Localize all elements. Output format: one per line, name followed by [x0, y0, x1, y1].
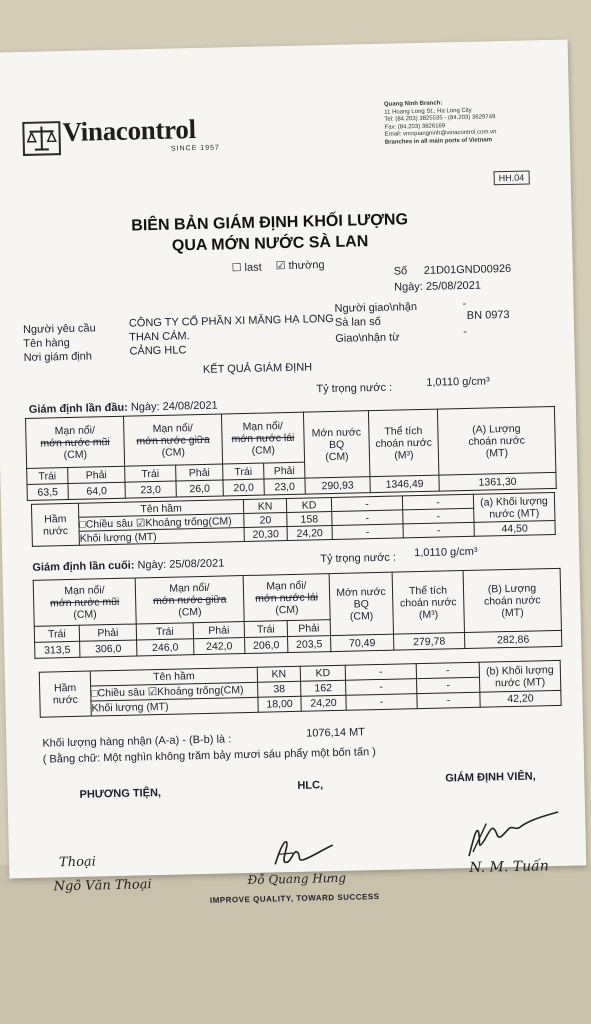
header-displacement	[437, 406, 555, 475]
value-cell: 18,00	[258, 696, 301, 712]
ballast-total: 42,20	[480, 690, 561, 707]
ballast-label	[31, 503, 79, 546]
first-inspection-text: Giám định lần đầu:	[28, 401, 128, 416]
empty-cell: -	[345, 664, 416, 681]
vessel-signature-mark: Thoại	[58, 854, 97, 871]
col-right: Phải	[79, 624, 136, 641]
col-left: Trái	[34, 625, 79, 642]
header-text: (b) Khối lượng	[485, 663, 554, 678]
col-right: Phải	[176, 464, 223, 481]
header-text: (A) Lượng	[472, 422, 521, 436]
branch-info	[384, 98, 535, 146]
last-draft-table	[33, 568, 563, 659]
header-text: (CM)	[73, 607, 97, 621]
value-cell: 162	[301, 680, 346, 696]
header-text: mớn nước mũi	[40, 435, 110, 450]
header-mean-draft	[303, 411, 369, 478]
col-left: Trái	[223, 463, 264, 480]
tank-row-depth: □Chiều sâu ☑Khoảng trống(CM)	[91, 682, 258, 701]
value-cell: 279,78	[394, 633, 465, 651]
requester-value: CÔNG TY CỔ PHẦN XI MĂNG HẠ LONG	[128, 312, 334, 330]
header-text: BQ	[328, 438, 345, 451]
value-cell: 246,0	[137, 639, 194, 656]
place-label: Nơi giám định	[23, 350, 93, 364]
option-last-label: last	[244, 261, 262, 274]
value-cell: 23,0	[125, 481, 176, 498]
header-volume	[392, 571, 464, 635]
header-front-draft	[33, 578, 136, 626]
document-subtitle: QUA MỚN NƯỚC SÀ LAN	[171, 233, 369, 255]
tank-row-weight: Khối lượng (MT)	[91, 697, 258, 716]
value-cell: 20,0	[223, 479, 264, 496]
first-density-label: Tỷ trọng nước :	[316, 381, 393, 396]
branch-line: Fax: (84.203) 3826169	[384, 122, 446, 131]
col-right: Phải	[193, 622, 244, 639]
first-density-value: 1,0110 g/cm³	[426, 375, 490, 389]
header-text: (CM)	[178, 605, 202, 619]
branch-line: Quang Ninh Branch:	[383, 100, 443, 108]
value-cell: 38	[258, 681, 301, 697]
last-ballast-table	[39, 660, 562, 718]
goods-value: THAN CÁM.	[129, 330, 190, 344]
header-text: Mạn nổi/	[152, 421, 194, 435]
value-cell: 1346,49	[370, 475, 439, 493]
goods-label: Tên hàng	[23, 336, 70, 350]
value-cell: 24,20	[301, 695, 346, 711]
document-title: BIÊN BẢN GIÁM ĐỊNH KHỐI LƯỢNG	[131, 211, 409, 235]
barge-value: BN 0973	[466, 308, 510, 322]
value-cell: 63,5	[27, 484, 68, 501]
place-value: CẢNG HLC	[129, 344, 187, 358]
empty-cell: -	[346, 694, 417, 711]
empty-cell: -	[402, 494, 473, 510]
empty-cell: -	[417, 677, 480, 693]
header-text: nước (MT)	[494, 675, 546, 689]
header-mean-draft	[329, 572, 393, 635]
hlc-signature-name: Đỗ Quang Hưng	[247, 870, 347, 888]
header-text: (M³)	[418, 608, 439, 621]
value-cell: 313,5	[35, 641, 80, 658]
net-weight-label: Khối lượng hàng nhận (A-a) - (B-b) là :	[42, 733, 232, 750]
header-volume	[368, 409, 438, 477]
header-text: mớn nước lái	[231, 431, 295, 445]
header-text: (MT)	[485, 446, 509, 460]
option-thuong-label: thường	[288, 259, 325, 272]
header-text: choán nước	[483, 593, 541, 608]
value-cell: 203,5	[288, 636, 331, 653]
ballast-text: nước	[42, 524, 69, 538]
first-ballast-table	[31, 492, 556, 547]
header-text: Mớn nước	[311, 425, 362, 439]
value-cell: 282,86	[464, 630, 561, 648]
kn-header: KN	[243, 499, 286, 514]
inspector-signature-name: N. M. Tuấn	[469, 858, 549, 877]
header-text: (CM)	[349, 609, 374, 623]
option-thuong	[275, 258, 324, 272]
empty-cell: -	[403, 522, 474, 538]
tank-name-header: Tên hầm	[78, 500, 243, 518]
signer-inspector: GIÁM ĐỊNH VIÊN,	[445, 770, 536, 785]
first-draft-table	[25, 406, 557, 501]
report-number-label: Số	[393, 265, 408, 278]
header-text: Mớn nước	[336, 585, 386, 599]
header-text: (CM)	[63, 448, 88, 461]
signer-hlc: HLC,	[297, 779, 324, 792]
signer-vessel: PHƯƠNG TIỆN,	[79, 786, 162, 801]
col-right: Phải	[287, 620, 330, 637]
kd-header: KD	[300, 665, 345, 681]
header-displacement	[463, 568, 561, 632]
empty-cell: -	[331, 496, 402, 512]
vessel-signature-name: Ngô Văn Thoại	[53, 877, 152, 895]
header-text: mớn nước giữa	[136, 433, 210, 447]
result-title: KẾT QUẢ GIÁM ĐỊNH	[202, 361, 313, 376]
header-text: mớn nước mũi	[49, 595, 120, 609]
checkbox-checked-icon: ☑	[275, 260, 286, 273]
form-code: HH.04	[494, 170, 530, 185]
col-right: Phải	[264, 462, 305, 479]
from-value: -	[463, 325, 467, 339]
ballast-weight-header	[473, 492, 555, 522]
header-text: Mạn nổi/	[169, 581, 210, 595]
branch-line: Email: vncquangninh@vinacontrol.com.vn	[384, 129, 497, 138]
value-cell: 24,20	[287, 526, 332, 541]
empty-cell: -	[417, 692, 480, 708]
brand-name: Vinacontrol	[62, 114, 197, 148]
value-cell: 23,0	[264, 478, 305, 495]
header-text: (a) Khối lượng	[480, 494, 548, 509]
ballast-total: 44,50	[474, 520, 555, 536]
header-text: (CM)	[275, 603, 299, 616]
ballast-text: Hầm	[53, 681, 77, 695]
header-text: (M³)	[394, 448, 414, 462]
header-text: Mạn nổi/	[242, 419, 284, 433]
empty-cell: -	[346, 679, 417, 696]
branch-line: Tel: (84.203) 3825535 - (84.203) 3629749	[384, 114, 496, 123]
value-cell: 1361,30	[439, 472, 556, 491]
tank-row-weight: Khối lượng (MT)	[79, 528, 244, 546]
header-mid-draft	[135, 576, 244, 624]
header-text: (CM)	[161, 445, 186, 459]
from-label: Giao\nhận từ	[335, 331, 400, 345]
header-aft-draft	[243, 574, 330, 622]
col-left: Trái	[244, 621, 287, 638]
scales-logo-icon	[22, 121, 61, 156]
tank-name-header: Tên hầm	[90, 667, 257, 686]
ballast-weight-header	[479, 660, 561, 692]
requester-label: Người yêu cầu	[22, 322, 96, 336]
report-number: 21D01GND00926	[423, 262, 512, 277]
header-text: (B) Lượng	[487, 581, 537, 596]
value-cell: 290,93	[305, 477, 370, 494]
report-date: Ngày: 25/08/2021	[394, 279, 482, 294]
value-cell: 20	[244, 513, 287, 528]
last-density-label: Tỷ trọng nước :	[320, 551, 397, 566]
ballast-label	[39, 671, 91, 717]
slogan: IMPROVE QUALITY, TOWARD SUCCESS	[209, 892, 380, 905]
value-cell: 70,49	[331, 634, 394, 651]
brand-since: SINCE 1957	[170, 144, 220, 153]
header-text: (CM)	[325, 450, 349, 463]
header-text: (MT)	[501, 606, 524, 619]
kn-header: KN	[257, 666, 300, 682]
header-mid-draft	[123, 414, 222, 466]
header-text: choán nước	[375, 436, 433, 450]
value-cell: 20,30	[244, 527, 287, 542]
branch-line: 11 Hoang Long St., Ha Long City	[384, 107, 472, 116]
header-text: mớn nước lái	[255, 590, 319, 605]
col-left: Trái	[136, 623, 193, 640]
value-cell: 206,0	[245, 637, 288, 654]
col-left: Trái	[125, 465, 176, 482]
tank-row-depth: □Chiều sâu ☑Khoảng trống(CM)	[79, 514, 244, 532]
col-left: Trái	[27, 468, 68, 485]
value-cell: 306,0	[80, 640, 137, 657]
col-right: Phải	[68, 466, 125, 483]
branch-line: Branches in all main ports of Vietnam	[384, 136, 493, 146]
net-weight-value: 1076,14 MT	[306, 726, 366, 740]
net-weight-words: ( Bằng chữ: Một nghìn không trăm bảy mươi sáu phẩy một bốn tấn )	[42, 746, 376, 766]
header-aft-draft	[221, 412, 304, 464]
empty-cell: -	[332, 510, 403, 526]
last-inspection-label	[32, 557, 224, 573]
deliver-value: -	[462, 297, 467, 311]
header-text: (CM)	[251, 443, 276, 457]
first-inspection-date: Ngày: 24/08/2021	[130, 399, 218, 414]
header-text: Thể tích	[408, 583, 448, 597]
value-cell: 158	[287, 512, 332, 527]
header-text: choán nước	[399, 595, 457, 610]
empty-cell: -	[403, 508, 474, 524]
barge-label: Sà lan số	[334, 315, 381, 329]
header-text: Mạn nổi/	[64, 583, 105, 597]
ballast-text: Hầm	[44, 512, 67, 526]
header-front-draft	[26, 416, 125, 468]
header-text: BQ	[353, 597, 370, 611]
header-text: Thể tích	[384, 424, 423, 438]
header-text: choán nước	[468, 434, 526, 448]
deliver-label: Người giao\nhận	[334, 301, 418, 315]
value-cell: 242,0	[194, 638, 245, 655]
checkbox-empty-icon: ☐	[231, 262, 242, 275]
ballast-text: nước	[52, 693, 79, 707]
empty-cell: -	[332, 524, 403, 540]
header-text: mớn nước giữa	[152, 592, 227, 607]
header-text: Mạn nổi/	[266, 579, 307, 593]
option-last	[231, 261, 261, 275]
hlc-signature-icon	[267, 835, 338, 876]
header-text: Mạn nổi/	[54, 423, 96, 437]
last-inspection-text: Giám định lần cuối:	[32, 559, 135, 574]
last-density-value: 1,0110 g/cm³	[414, 545, 478, 560]
empty-cell: -	[416, 662, 479, 678]
last-inspection-date: Ngày: 25/08/2021	[137, 557, 225, 572]
document-sheet	[0, 40, 586, 905]
header-text: nước (MT)	[489, 506, 540, 520]
kd-header: KD	[286, 498, 331, 513]
value-cell: 64,0	[68, 482, 125, 499]
value-cell: 26,0	[176, 480, 223, 497]
